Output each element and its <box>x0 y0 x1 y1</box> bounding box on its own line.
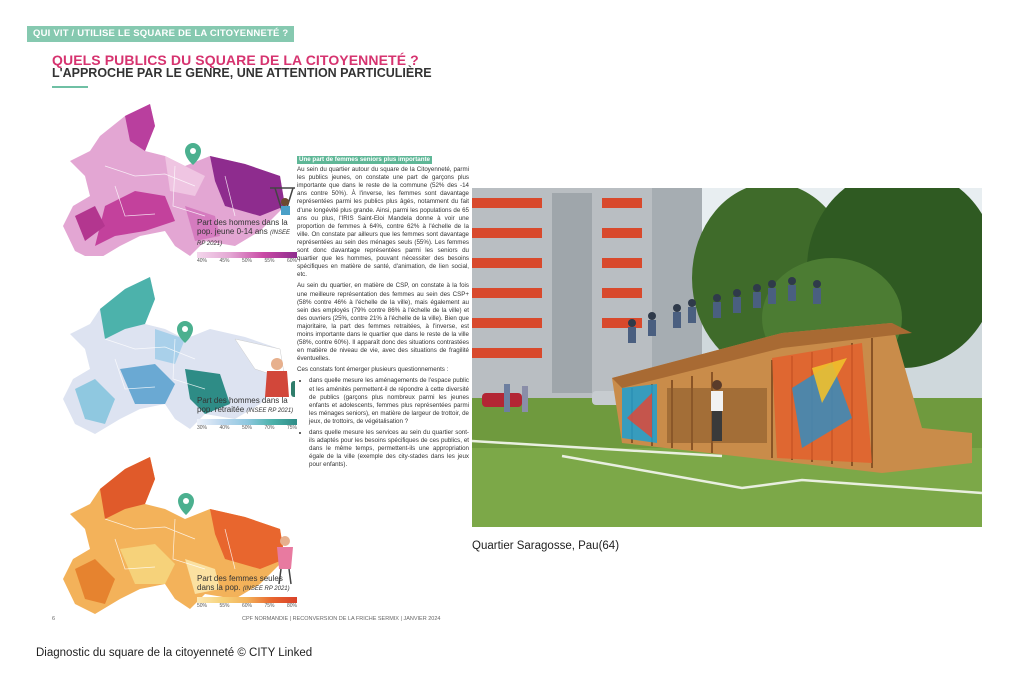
page-number: 6 <box>52 616 56 622</box>
section-tag: QUI VIT / UTILISE LE SQUARE DE LA CITOYENNETÉ ? <box>27 26 294 42</box>
title-rule <box>52 86 88 88</box>
document-title: QUELS PUBLICS DU SQUARE DE LA CITOYENNETÉ ? <box>52 52 419 68</box>
paragraph: Au sein du quartier autour du square de la Citoyenneté, parmi les publics jeunes, on constate une part de garçons plus importante que dans le reste de la commune (52% des -14 ans contre 50%). À l'inverse, les femmes sont davantage représentées parmi les publics plus âgés, notamment du fait d'une longévité plus grande. Ainsi, parmi les populations de 65 ans ou plus, l'IRIS Saint-Eloi Mandela donne à voir une proportion de femmes à 64%, contre 62% à l'échelle de la ville. On constate par ailleurs que les femmes sont davantage représentées au sein des ménages seuls (55%). Les femmes sont donc davantage représentées parmi les seniors du quartier que les hommes, pouvant nécessiter des besoins spécifiques en matière de santé, d'animation, de lien social, etc. <box>297 166 469 279</box>
caption-right: Quartier Saragosse, Pau(64) <box>472 540 620 552</box>
bullet-item: • dans quelle mesure les services au sein du quartier sont-ils adaptés pour les besoins spécifiques de ces publics, et dans le même temps, permettent-ils une appropriation égale de la ville (exemple des city-stades dans les jeux pour enfants). <box>309 429 469 469</box>
body-subheading: Une part de femmes seniors plus importante <box>299 156 431 163</box>
document-page <box>27 24 469 630</box>
caption-left: Diagnostic du square de la citoyenneté © CITY Linked <box>36 647 313 659</box>
legend-women-alone: Part des femmes seules dans la pop. (INSEE RP 2021) 50% 55% 60% 75% 80% <box>197 574 297 609</box>
paragraph: Au sein du quartier, en matière de CSP, on constate à la fois une meilleure représentation des femmes au sein des CSP+ (58% contre 46% à l'échelle de la ville), mais également au sein des employés (79% contre 86% à l'échelle de la ville) et des ouvriers (25%, contre 21% à l'échelle de la ville). Bien que majoritaire, la part des femmes retraitées, à l'inverse, est moins importante dans le quartier que dans le reste de la ville (58%, contre 60%). Il apparaît donc des situations contrastées en matière de niveau de vie, avec des situations de fragilité éventuelles. <box>297 282 469 363</box>
body-text <box>297 156 469 472</box>
footer-text: CPF NORMANDIE | RECONVERSION DE LA FRICHE SERMIX | JANVIER 2024 <box>242 616 441 622</box>
bullet-item: • dans quelle mesure les aménagements de l'espace public et les aménités permettent-il de répondre à cette diversité de publics (garçons plus nombreux parmi les jeunes enfants et adolescents, femmes plus représentées parmi les ménages seniors), en matière de largeur de trottoir, de jeux, de trottoirs, de végétalisation ? <box>309 377 469 426</box>
legend-boys-young: Part des hommes dans la pop. jeune 0-14 ans (INSEE RP 2021) 40% 45% 50% 55% 60% <box>197 218 297 264</box>
legend-men-retired: Part des hommes dans la pop. retraitée (INSEE RP 2021) 30% 40% 50% 70% 75% <box>197 396 297 431</box>
paragraph: Ces constats font émerger plusieurs questionnements : <box>297 366 449 374</box>
document-subtitle: L'APPROCHE PAR LE GENRE, UNE ATTENTION PARTICULIÈRE <box>52 66 432 80</box>
photo-saragosse <box>472 188 982 527</box>
